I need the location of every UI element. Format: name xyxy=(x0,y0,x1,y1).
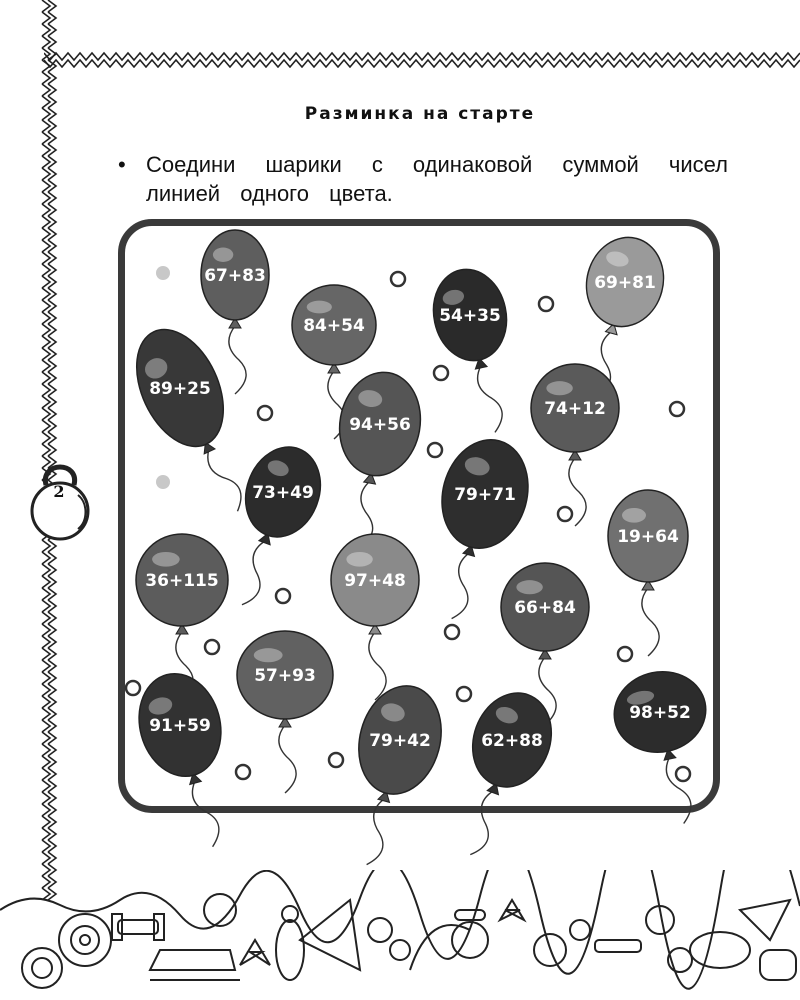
confetti-dot xyxy=(428,443,442,457)
confetti-dot xyxy=(156,266,170,280)
balloon[interactable] xyxy=(435,682,565,868)
confetti-dot xyxy=(434,366,448,380)
balloon-highlight xyxy=(346,552,372,567)
balloon-expression: 36+115 xyxy=(145,571,219,591)
balloon-expression: 98+52 xyxy=(629,703,691,723)
balloon[interactable] xyxy=(531,364,619,526)
balloon-expression: 74+12 xyxy=(544,399,606,419)
confetti-dot xyxy=(258,406,272,420)
balloon[interactable] xyxy=(128,664,251,857)
balloon-expression: 57+93 xyxy=(254,666,316,686)
balloon-string xyxy=(203,445,247,514)
balloon-string xyxy=(475,364,506,434)
balloon-string xyxy=(642,588,659,656)
balloon-expression: 73+49 xyxy=(252,483,314,503)
page-number: 2 xyxy=(53,482,65,501)
balloon[interactable] xyxy=(328,677,453,875)
confetti-dot xyxy=(205,640,219,654)
balloon-expression: 19+64 xyxy=(617,527,679,547)
balloon-string xyxy=(189,778,223,848)
balloon-highlight xyxy=(622,508,646,523)
confetti-dot xyxy=(126,681,140,695)
balloon-highlight xyxy=(213,248,233,262)
balloon-highlight xyxy=(152,552,180,567)
balloon[interactable] xyxy=(237,631,333,793)
balloon-string xyxy=(369,632,386,700)
confetti-dot xyxy=(618,647,632,661)
balloon-highlight xyxy=(307,301,332,314)
bullet-marker: • xyxy=(118,152,126,177)
confetti-dot xyxy=(391,272,405,286)
balloon-expression: 84+54 xyxy=(303,316,365,336)
confetti-dot xyxy=(670,402,684,416)
balloon[interactable] xyxy=(425,263,530,440)
balloon-expression: 89+25 xyxy=(149,379,211,399)
confetti-dot xyxy=(276,589,290,603)
balloon[interactable] xyxy=(319,366,429,555)
balloon-expression: 66+84 xyxy=(514,598,576,618)
confetti-dot xyxy=(236,765,250,779)
page-title: Разминка на старте xyxy=(304,104,536,124)
balloon-highlight xyxy=(254,648,283,662)
task-text: Соедини шарики с одинаковой суммой чисел линией одного цвета. xyxy=(146,152,728,206)
confetti-dot xyxy=(457,687,471,701)
balloon-expression: 94+56 xyxy=(349,415,411,435)
balloon-expression: 69+81 xyxy=(594,273,656,293)
confetti-dot xyxy=(676,767,690,781)
balloon-highlight xyxy=(516,580,542,594)
balloon-string xyxy=(446,551,480,621)
balloon-string xyxy=(236,539,275,609)
balloon[interactable] xyxy=(331,534,419,700)
balloon-highlight xyxy=(546,381,572,395)
confetti-dot xyxy=(445,625,459,639)
balloon-string xyxy=(465,789,504,859)
balloon-string xyxy=(229,326,246,394)
balloon-string xyxy=(361,797,395,867)
balloon-string xyxy=(664,755,695,825)
confetti-dot xyxy=(156,475,170,489)
balloon-expression: 97+48 xyxy=(344,571,406,591)
balloon[interactable] xyxy=(607,663,729,833)
balloon-expression: 79+42 xyxy=(369,731,431,751)
confetti-dot xyxy=(558,507,572,521)
balloon-expression: 79+71 xyxy=(454,485,516,505)
balloon-expression: 54+35 xyxy=(439,306,501,326)
balloon[interactable] xyxy=(608,490,688,656)
sports-equipment-doodle-icons xyxy=(0,870,800,1000)
balloon-expression: 62+88 xyxy=(481,731,543,751)
confetti-dot xyxy=(539,297,553,311)
balloon-string xyxy=(279,725,296,793)
balloon-expression: 67+83 xyxy=(204,266,266,286)
balloon-expression: 91+59 xyxy=(149,716,211,736)
confetti-dot xyxy=(329,753,343,767)
